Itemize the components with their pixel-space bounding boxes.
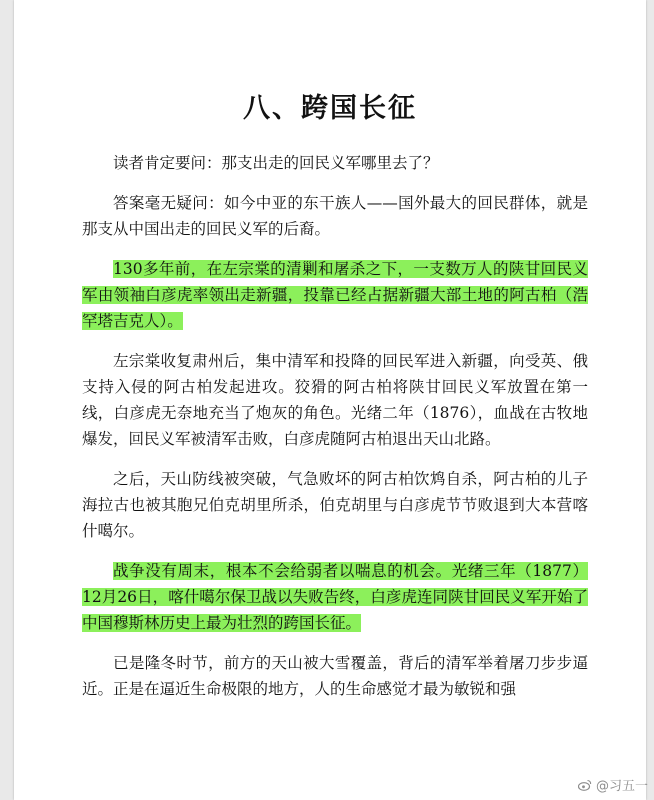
body-text — [82, 150, 588, 716]
watermark — [578, 775, 648, 794]
chapter-title: 八、跨国长征 — [243, 93, 417, 124]
paragraph-text: 之后，天山防线被突破，气急败坏的阿古柏饮鸩自杀，阿古柏的儿子海拉古也被其胞兄伯克胡里所杀，伯克胡里与白彦虎节节败退到大本营喀什噶尔。 — [82, 470, 588, 540]
paragraph-3-highlighted — [82, 256, 588, 334]
document-page — [14, 0, 646, 800]
paragraph-text: 答案毫无疑问：如今中亚的东干族人——国外最大的回民群体，就是那支从中国出走的回民义军的后裔。 — [82, 194, 588, 238]
highlighted-text: 130多年前，在左宗棠的清剿和屠杀之下，一支数万人的陕甘回民义军由领袖白彦虎率领出走新疆，投靠已经占据新疆大部土地的阿古柏（浩罕塔吉克人）。 — [82, 260, 588, 330]
paragraph-6-highlighted — [82, 558, 588, 636]
watermark-text: @习五一 — [595, 779, 648, 794]
highlighted-text: 战争没有周末，根本不会给弱者以喘息的机会。光绪三年（1877）12月26日，喀什噶尔保卫战以失败告终，白彦虎连同陕甘回民义军开始了中国穆斯林历史上最为壮烈的跨国长征。 — [82, 562, 588, 632]
paragraph-text: 左宗棠收复肃州后，集中清军和投降的回民军进入新疆，向受英、俄支持入侵的阿古柏发起进攻。狡猾的阿古柏将陕甘回民义军放置在第一线，白彦虎无奈地充当了炮灰的角色。光绪二年（1876），血战在古牧地爆发，回民义军被清军击败，白彦虎随阿古柏退出天山北路。 — [82, 352, 588, 448]
paragraph-text: 读者肯定要问：那支出走的回民义军哪里去了？ — [113, 154, 439, 172]
paragraph-4 — [82, 348, 588, 452]
paragraph-1 — [82, 150, 588, 176]
paragraph-text: 已是隆冬时节，前方的天山被大雪覆盖，背后的清军举着屠刀步步逼近。正是在逼近生命极限的地方，人的生命感觉才最为敏锐和强 — [82, 654, 588, 698]
weibo-icon — [578, 779, 592, 791]
paragraph-2 — [82, 190, 588, 242]
paragraph-5 — [82, 466, 588, 544]
paragraph-7 — [82, 650, 588, 702]
